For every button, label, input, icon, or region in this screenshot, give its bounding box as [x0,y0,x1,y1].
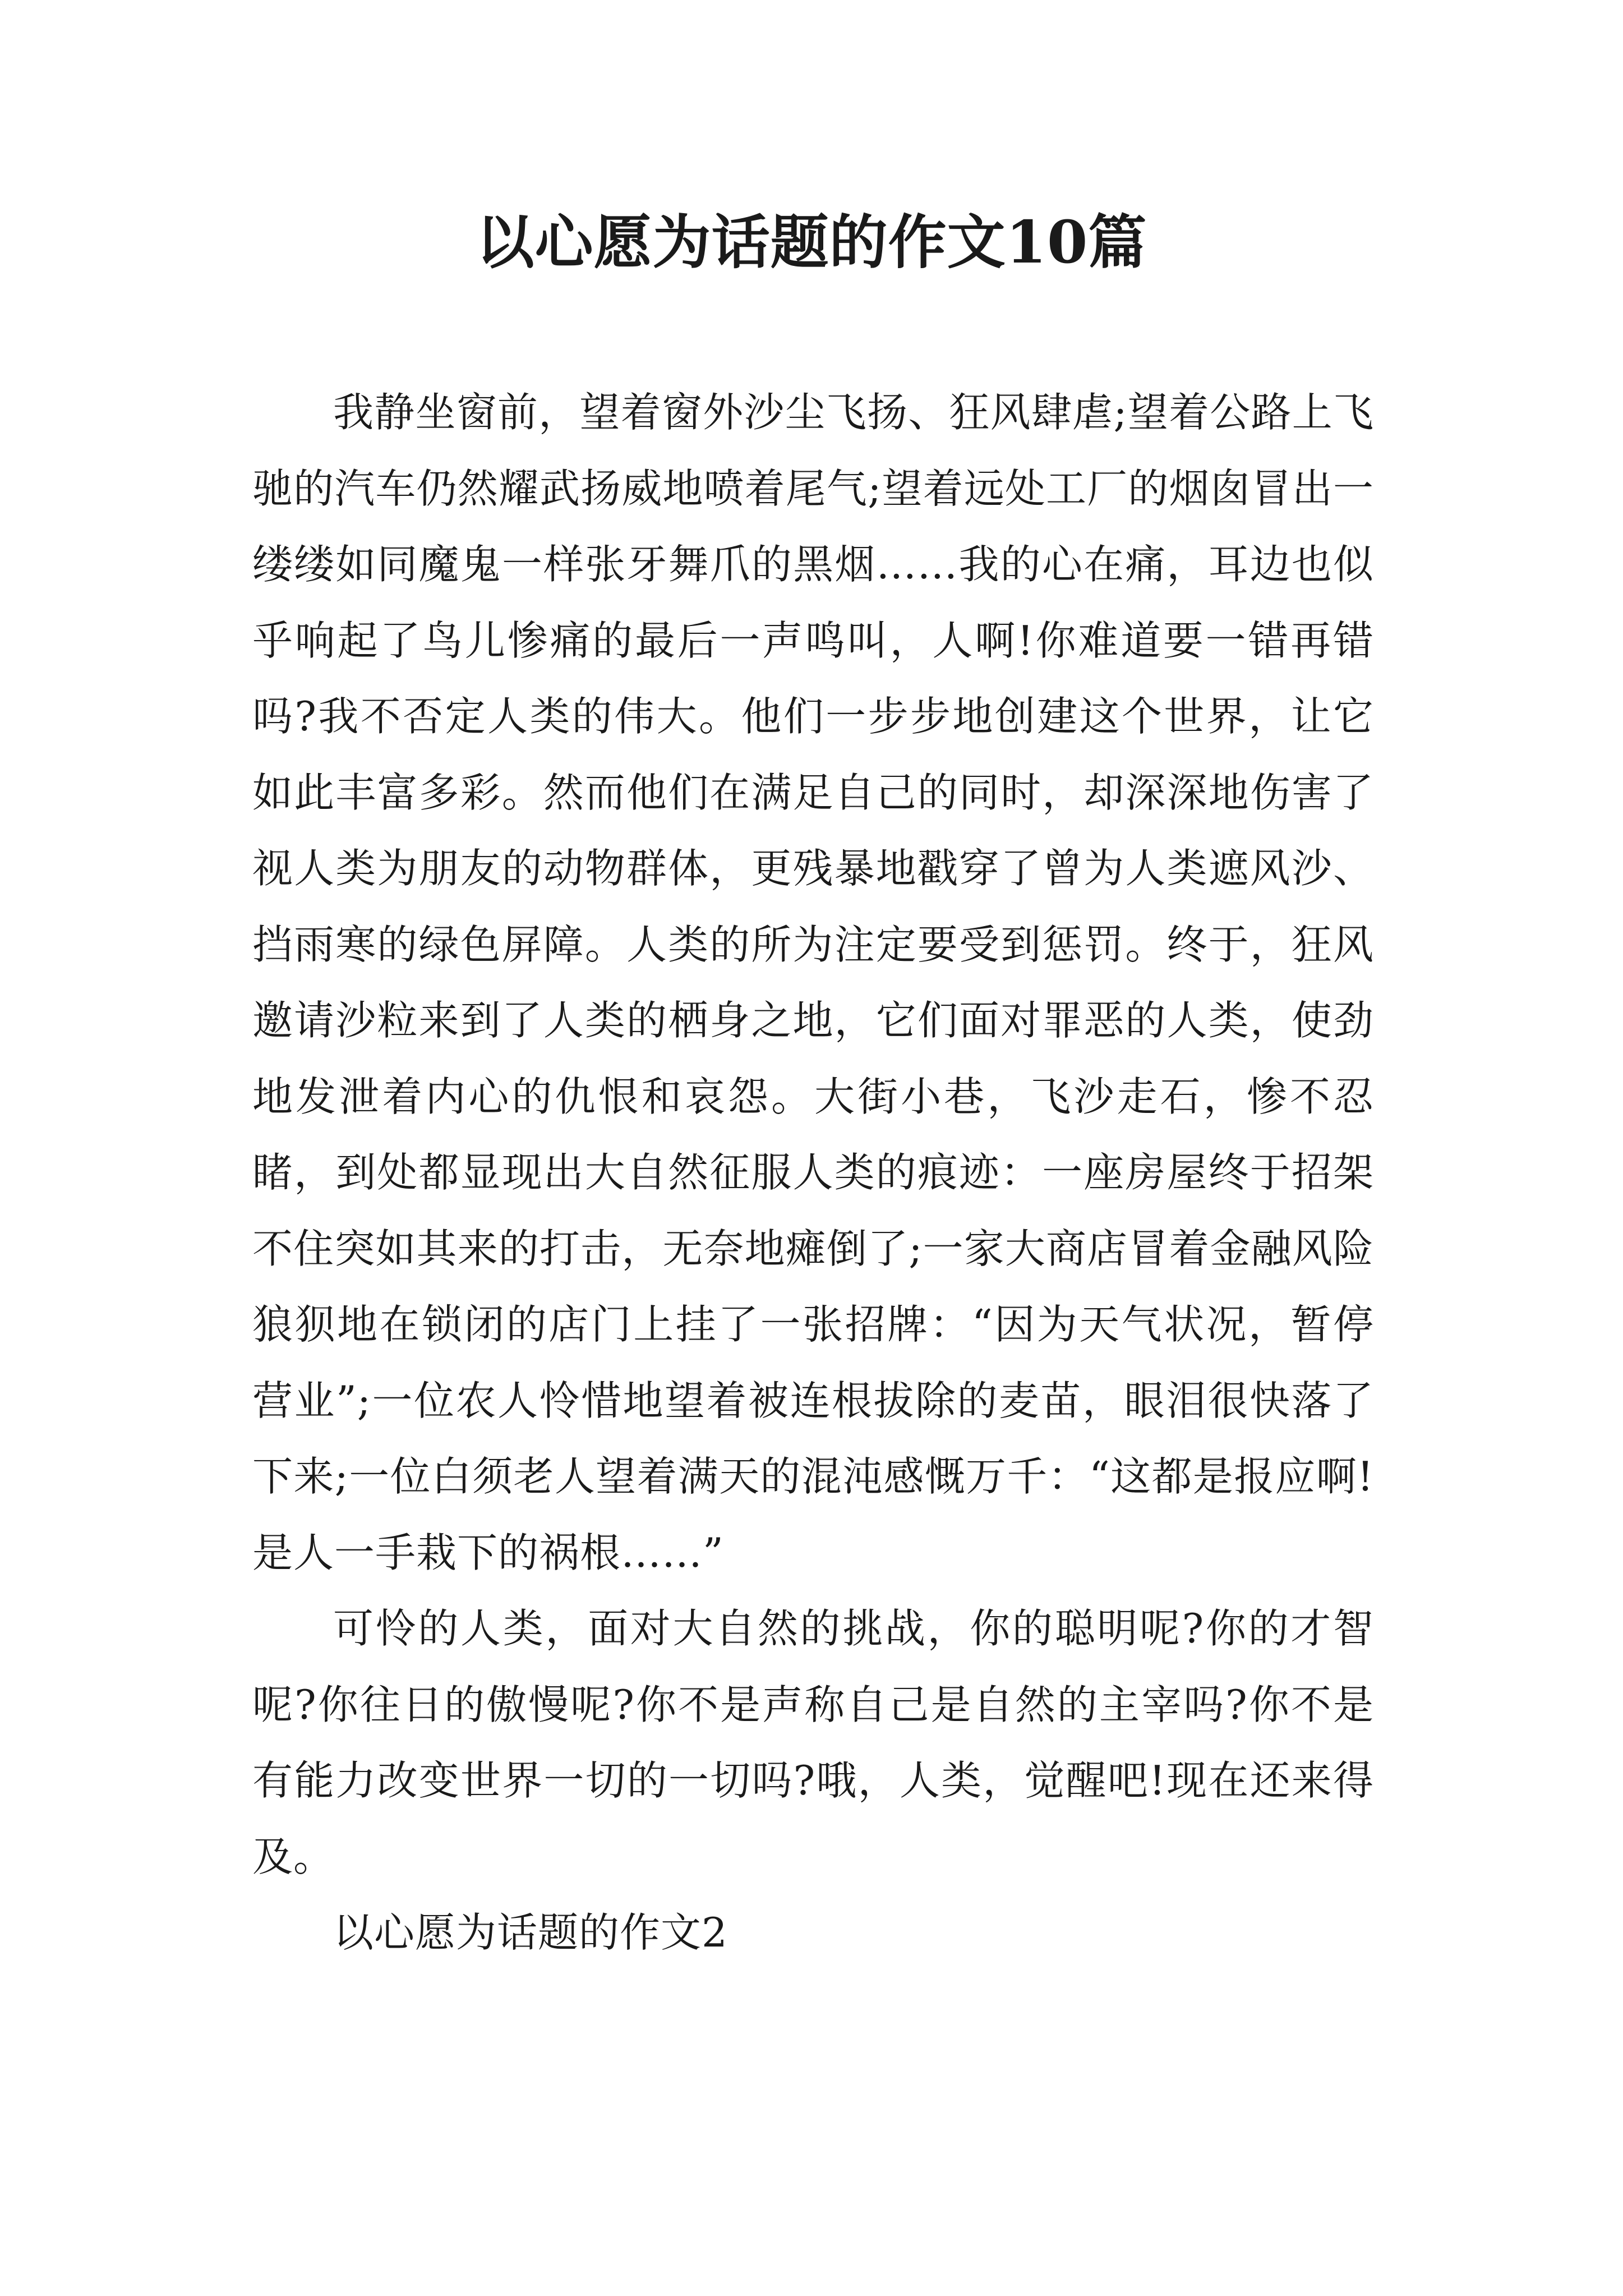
section-heading-essay-2: 以心愿为话题的作文2 [333,1909,728,1956]
paragraph-1: 我静坐窗前，望着窗外沙尘飞扬、狂风肆虐;望着公路上飞驰的汽车仍然耀武扬威地喷着尾气;望着远处工厂的烟囱冒出一缕缕如同魔鬼一样张牙舞爪的黑烟……我的心在痛，耳边也似乎响起了鸟儿惨痛的最后一声鸣叫，人啊!你难道要一错再错吗?我不否定人类的伟大。他们一步步地创建这个世界，让它如此丰富多彩。然而他们在满足自己的同时，却深深地伤害了视人类为朋友的动物群体，更残暴地戳穿了曾为人类遮风沙、挡雨寒的绿色屏障。人类的所为注定要受到惩罚。终于，狂风邀请沙粒来到了人类的栖身之地，它们面对罪恶的人类，使劲地发泄着内心的仇恨和哀怨。大街小巷，飞沙走石，惨不忍睹，到处都显现出大自然征服人类的痕迹：一座房屋终于招架不住突如其来的打击，无奈地瘫倒了;一家大商店冒着金融风险狼狈地在锁闭的店门上挂了一张招牌：“因为天气状况，暂停营业”;一位农人怜惜地望着被连根拔除的麦苗，眼泪很快落了下来;一位白须老人望着满天的混沌感慨万千：“这都是报应啊!是人一手栽下的祸根……” [252,389,1374,1576]
document-title: 以心愿为话题的作文10篇 [476,208,1147,277]
document-body [252,375,1374,1971]
paragraph-2: 可怜的人类，面对大自然的挑战，你的聪明呢?你的才智呢?你往日的傲慢呢?你不是声称自己是自然的主宰吗?你不是有能力改变世界一切的一切吗?哦，人类，觉醒吧!现在还来得及。 [252,1605,1374,1880]
